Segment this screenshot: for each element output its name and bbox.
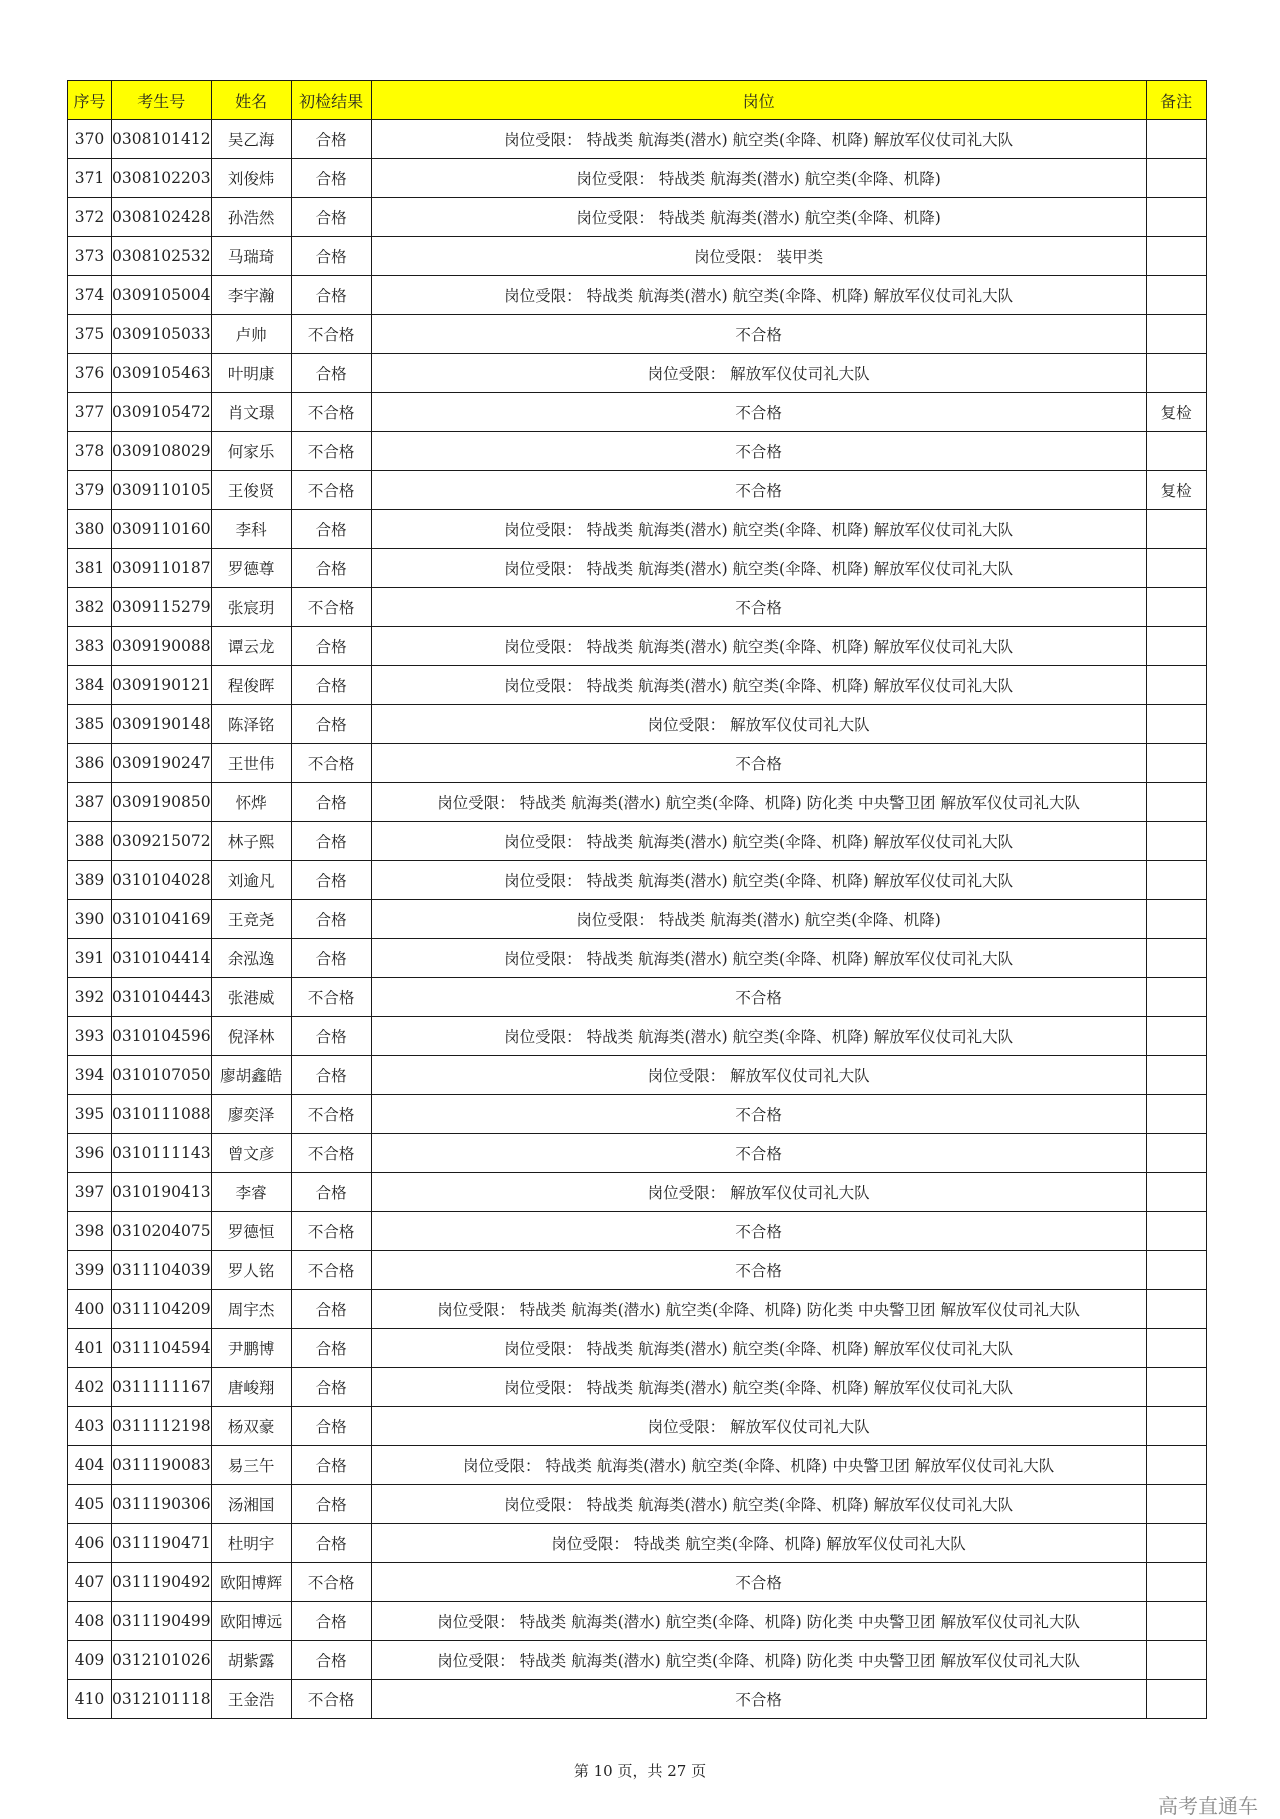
table-row (68, 1602, 1207, 1641)
cell-exam-id: 0310104443 (112, 978, 212, 1017)
cell-name: 廖奕泽 (211, 1095, 291, 1134)
table-row (68, 276, 1207, 315)
cell-name: 谭云龙 (211, 627, 291, 666)
cell-name: 肖文璟 (211, 393, 291, 432)
cell-post: 岗位受限： 解放军仪仗司礼大队 (371, 1056, 1146, 1095)
cell-note (1146, 276, 1206, 315)
cell-post: 岗位受限： 特战类 航海类(潜水) 航空类(伞降、机降) 解放军仪仗司礼大队 (371, 822, 1146, 861)
cell-exam-id: 0310107050 (112, 1056, 212, 1095)
cell-exam-id: 0311104209 (112, 1290, 212, 1329)
table-row (68, 1368, 1207, 1407)
cell-no: 377 (68, 393, 112, 432)
table-row (68, 354, 1207, 393)
cell-note: 复检 (1146, 393, 1206, 432)
cell-result: 合格 (291, 861, 371, 900)
cell-name: 罗人铭 (211, 1251, 291, 1290)
cell-note (1146, 1329, 1206, 1368)
cell-note (1146, 1641, 1206, 1680)
cell-exam-id: 0309190121 (112, 666, 212, 705)
cell-note (1146, 1095, 1206, 1134)
cell-no: 401 (68, 1329, 112, 1368)
cell-name: 廖胡鑫皓 (211, 1056, 291, 1095)
cell-exam-id: 0309190088 (112, 627, 212, 666)
table-row (68, 822, 1207, 861)
cell-post: 岗位受限： 特战类 航海类(潜水) 航空类(伞降、机降) (371, 900, 1146, 939)
cell-result: 合格 (291, 1485, 371, 1524)
cell-name: 李睿 (211, 1173, 291, 1212)
table-row (68, 1680, 1207, 1719)
cell-no: 381 (68, 549, 112, 588)
cell-name: 卢帅 (211, 315, 291, 354)
cell-no: 407 (68, 1563, 112, 1602)
cell-exam-id: 0309108029 (112, 432, 212, 471)
cell-note (1146, 1290, 1206, 1329)
cell-result: 合格 (291, 237, 371, 276)
cell-name: 罗德恒 (211, 1212, 291, 1251)
cell-no: 378 (68, 432, 112, 471)
cell-result: 不合格 (291, 432, 371, 471)
cell-no: 375 (68, 315, 112, 354)
cell-result: 合格 (291, 1056, 371, 1095)
cell-result: 合格 (291, 1368, 371, 1407)
table-row (68, 744, 1207, 783)
cell-post: 岗位受限： 特战类 航海类(潜水) 航空类(伞降、机降) 解放军仪仗司礼大队 (371, 1368, 1146, 1407)
cell-result: 合格 (291, 1290, 371, 1329)
cell-name: 刘逾凡 (211, 861, 291, 900)
cell-note (1146, 1251, 1206, 1290)
cell-result: 合格 (291, 900, 371, 939)
cell-no: 389 (68, 861, 112, 900)
cell-result: 合格 (291, 1173, 371, 1212)
cell-no: 392 (68, 978, 112, 1017)
cell-exam-id: 0309110105 (112, 471, 212, 510)
table-row (68, 393, 1207, 432)
cell-result: 合格 (291, 198, 371, 237)
cell-name: 程俊晖 (211, 666, 291, 705)
table-row (68, 1446, 1207, 1485)
results-table (67, 80, 1207, 1719)
table-row (68, 1407, 1207, 1446)
cell-result: 不合格 (291, 744, 371, 783)
cell-name: 孙浩然 (211, 198, 291, 237)
cell-exam-id: 0309190148 (112, 705, 212, 744)
header-name: 姓名 (211, 81, 291, 120)
cell-name: 叶明康 (211, 354, 291, 393)
cell-post: 岗位受限： 特战类 航海类(潜水) 航空类(伞降、机降) 解放军仪仗司礼大队 (371, 666, 1146, 705)
table-row (68, 510, 1207, 549)
cell-name: 余泓逸 (211, 939, 291, 978)
table-row (68, 471, 1207, 510)
cell-no: 391 (68, 939, 112, 978)
cell-no: 371 (68, 159, 112, 198)
cell-no: 390 (68, 900, 112, 939)
table-row (68, 120, 1207, 159)
header-post: 岗位 (371, 81, 1146, 120)
cell-no: 400 (68, 1290, 112, 1329)
cell-post: 岗位受限： 特战类 航海类(潜水) 航空类(伞降、机降) (371, 198, 1146, 237)
cell-no: 382 (68, 588, 112, 627)
cell-note (1146, 783, 1206, 822)
table-row (68, 1173, 1207, 1212)
cell-no: 379 (68, 471, 112, 510)
table-row (68, 627, 1207, 666)
cell-name: 尹鹏博 (211, 1329, 291, 1368)
cell-post: 岗位受限： 特战类 航海类(潜水) 航空类(伞降、机降) 解放军仪仗司礼大队 (371, 120, 1146, 159)
cell-note (1146, 198, 1206, 237)
cell-post: 不合格 (371, 393, 1146, 432)
cell-post: 岗位受限： 解放军仪仗司礼大队 (371, 705, 1146, 744)
header-note: 备注 (1146, 81, 1206, 120)
cell-note (1146, 978, 1206, 1017)
table-row (68, 705, 1207, 744)
cell-note (1146, 1446, 1206, 1485)
cell-post: 岗位受限： 解放军仪仗司礼大队 (371, 354, 1146, 393)
cell-no: 384 (68, 666, 112, 705)
cell-no: 376 (68, 354, 112, 393)
cell-note (1146, 354, 1206, 393)
cell-note (1146, 900, 1206, 939)
cell-no: 396 (68, 1134, 112, 1173)
cell-exam-id: 0309115279 (112, 588, 212, 627)
cell-result: 合格 (291, 120, 371, 159)
cell-name: 杨双豪 (211, 1407, 291, 1446)
cell-exam-id: 0312101118 (112, 1680, 212, 1719)
cell-name: 吴乙海 (211, 120, 291, 159)
cell-exam-id: 0311190499 (112, 1602, 212, 1641)
cell-post: 不合格 (371, 1563, 1146, 1602)
cell-exam-id: 0311190083 (112, 1446, 212, 1485)
header-no: 序号 (68, 81, 112, 120)
cell-note (1146, 1680, 1206, 1719)
cell-result: 合格 (291, 939, 371, 978)
cell-result: 合格 (291, 822, 371, 861)
table-row (68, 861, 1207, 900)
table-row (68, 1329, 1207, 1368)
cell-result: 不合格 (291, 1563, 371, 1602)
table-row (68, 1017, 1207, 1056)
table-row (68, 900, 1207, 939)
cell-exam-id: 0311104039 (112, 1251, 212, 1290)
header-exam-id: 考生号 (112, 81, 212, 120)
cell-exam-id: 0310104028 (112, 861, 212, 900)
cell-result: 合格 (291, 705, 371, 744)
cell-exam-id: 0311190471 (112, 1524, 212, 1563)
table-row (68, 978, 1207, 1017)
cell-name: 王金浩 (211, 1680, 291, 1719)
cell-exam-id: 0309105472 (112, 393, 212, 432)
table-row (68, 588, 1207, 627)
cell-note (1146, 861, 1206, 900)
table-row (68, 549, 1207, 588)
table-row (68, 1290, 1207, 1329)
cell-note (1146, 744, 1206, 783)
cell-result: 不合格 (291, 1251, 371, 1290)
cell-note (1146, 939, 1206, 978)
cell-post: 不合格 (371, 471, 1146, 510)
cell-no: 410 (68, 1680, 112, 1719)
cell-result: 合格 (291, 1446, 371, 1485)
cell-name: 张港威 (211, 978, 291, 1017)
cell-name: 王俊贤 (211, 471, 291, 510)
cell-no: 370 (68, 120, 112, 159)
cell-post: 岗位受限： 特战类 航空类(伞降、机降) 解放军仪仗司礼大队 (371, 1524, 1146, 1563)
table-row (68, 1212, 1207, 1251)
cell-post: 不合格 (371, 588, 1146, 627)
cell-post: 岗位受限： 特战类 航海类(潜水) 航空类(伞降、机降) (371, 159, 1146, 198)
cell-no: 380 (68, 510, 112, 549)
cell-post: 岗位受限： 特战类 航海类(潜水) 航空类(伞降、机降) 防化类 中央警卫团 解放军仪仗司礼大队 (371, 783, 1146, 822)
cell-no: 408 (68, 1602, 112, 1641)
cell-no: 394 (68, 1056, 112, 1095)
cell-result: 不合格 (291, 1095, 371, 1134)
cell-exam-id: 0309110187 (112, 549, 212, 588)
cell-post: 岗位受限： 特战类 航海类(潜水) 航空类(伞降、机降) 解放军仪仗司礼大队 (371, 939, 1146, 978)
page-footer: 第 10 页，共 27 页 (573, 1762, 707, 1780)
cell-post: 岗位受限： 特战类 航海类(潜水) 航空类(伞降、机降) 防化类 中央警卫团 解放军仪仗司礼大队 (371, 1641, 1146, 1680)
cell-result: 不合格 (291, 1212, 371, 1251)
cell-exam-id: 0312101026 (112, 1641, 212, 1680)
cell-post: 岗位受限： 特战类 航海类(潜水) 航空类(伞降、机降) 解放军仪仗司礼大队 (371, 627, 1146, 666)
cell-result: 合格 (291, 783, 371, 822)
table-row (68, 159, 1207, 198)
cell-post: 岗位受限： 特战类 航海类(潜水) 航空类(伞降、机降) 解放军仪仗司礼大队 (371, 1329, 1146, 1368)
cell-note (1146, 1017, 1206, 1056)
cell-no: 404 (68, 1446, 112, 1485)
cell-result: 合格 (291, 1017, 371, 1056)
cell-exam-id: 0310104596 (112, 1017, 212, 1056)
cell-no: 388 (68, 822, 112, 861)
cell-name: 易三午 (211, 1446, 291, 1485)
cell-exam-id: 0310111143 (112, 1134, 212, 1173)
cell-exam-id: 0311111167 (112, 1368, 212, 1407)
table-row (68, 1641, 1207, 1680)
table-body (68, 120, 1207, 1719)
cell-name: 杜明宇 (211, 1524, 291, 1563)
cell-exam-id: 0310190413 (112, 1173, 212, 1212)
cell-post: 不合格 (371, 1095, 1146, 1134)
cell-exam-id: 0311104594 (112, 1329, 212, 1368)
cell-post: 不合格 (371, 978, 1146, 1017)
cell-name: 马瑞琦 (211, 237, 291, 276)
cell-no: 373 (68, 237, 112, 276)
cell-post: 岗位受限： 特战类 航海类(潜水) 航空类(伞降、机降) 防化类 中央警卫团 解放军仪仗司礼大队 (371, 1602, 1146, 1641)
cell-result: 合格 (291, 1602, 371, 1641)
cell-post: 岗位受限： 解放军仪仗司礼大队 (371, 1173, 1146, 1212)
cell-note (1146, 315, 1206, 354)
cell-note (1146, 627, 1206, 666)
cell-result: 合格 (291, 1329, 371, 1368)
table-row (68, 1524, 1207, 1563)
cell-note (1146, 1134, 1206, 1173)
cell-no: 374 (68, 276, 112, 315)
cell-note (1146, 510, 1206, 549)
cell-result: 合格 (291, 1641, 371, 1680)
cell-note (1146, 120, 1206, 159)
table-row (68, 237, 1207, 276)
table-row (68, 939, 1207, 978)
cell-post: 岗位受限： 特战类 航海类(潜水) 航空类(伞降、机降) 防化类 中央警卫团 解放军仪仗司礼大队 (371, 1290, 1146, 1329)
cell-name: 汤湘国 (211, 1485, 291, 1524)
cell-result: 不合格 (291, 393, 371, 432)
cell-exam-id: 0309105004 (112, 276, 212, 315)
cell-name: 王世伟 (211, 744, 291, 783)
cell-no: 406 (68, 1524, 112, 1563)
header-result: 初检结果 (291, 81, 371, 120)
cell-name: 唐峻翔 (211, 1368, 291, 1407)
cell-exam-id: 0308102428 (112, 198, 212, 237)
cell-exam-id: 0309215072 (112, 822, 212, 861)
cell-exam-id: 0309190247 (112, 744, 212, 783)
cell-post: 岗位受限： 特战类 航海类(潜水) 航空类(伞降、机降) 解放军仪仗司礼大队 (371, 549, 1146, 588)
cell-exam-id: 0308102203 (112, 159, 212, 198)
cell-note (1146, 237, 1206, 276)
table-row (68, 1134, 1207, 1173)
cell-post: 岗位受限： 特战类 航海类(潜水) 航空类(伞降、机降) 中央警卫团 解放军仪仗司礼大队 (371, 1446, 1146, 1485)
cell-post: 不合格 (371, 744, 1146, 783)
cell-no: 387 (68, 783, 112, 822)
cell-result: 合格 (291, 510, 371, 549)
cell-name: 曾文彦 (211, 1134, 291, 1173)
cell-post: 岗位受限： 特战类 航海类(潜水) 航空类(伞降、机降) 解放军仪仗司礼大队 (371, 861, 1146, 900)
cell-exam-id: 0308101412 (112, 120, 212, 159)
cell-name: 罗德尊 (211, 549, 291, 588)
cell-post: 岗位受限： 特战类 航海类(潜水) 航空类(伞降、机降) 解放军仪仗司礼大队 (371, 276, 1146, 315)
cell-no: 372 (68, 198, 112, 237)
table-row (68, 666, 1207, 705)
table-row (68, 1563, 1207, 1602)
cell-note (1146, 1212, 1206, 1251)
cell-note (1146, 549, 1206, 588)
cell-no: 386 (68, 744, 112, 783)
cell-post: 不合格 (371, 1680, 1146, 1719)
watermark: 高考直通车 (1158, 1794, 1258, 1818)
cell-exam-id: 0311112198 (112, 1407, 212, 1446)
cell-exam-id: 0310111088 (112, 1095, 212, 1134)
table-row (68, 1485, 1207, 1524)
cell-no: 397 (68, 1173, 112, 1212)
cell-exam-id: 0310104414 (112, 939, 212, 978)
cell-no: 405 (68, 1485, 112, 1524)
cell-note (1146, 1485, 1206, 1524)
cell-result: 合格 (291, 276, 371, 315)
cell-note (1146, 432, 1206, 471)
cell-post: 不合格 (371, 315, 1146, 354)
cell-no: 385 (68, 705, 112, 744)
table-row (68, 432, 1207, 471)
cell-exam-id: 0308102532 (112, 237, 212, 276)
cell-exam-id: 0309105463 (112, 354, 212, 393)
cell-exam-id: 0310204075 (112, 1212, 212, 1251)
cell-exam-id: 0311190306 (112, 1485, 212, 1524)
cell-exam-id: 0309105033 (112, 315, 212, 354)
cell-note (1146, 588, 1206, 627)
cell-post: 岗位受限： 特战类 航海类(潜水) 航空类(伞降、机降) 解放军仪仗司礼大队 (371, 1017, 1146, 1056)
cell-note (1146, 1407, 1206, 1446)
cell-result: 合格 (291, 627, 371, 666)
cell-note: 复检 (1146, 471, 1206, 510)
cell-post: 不合格 (371, 1251, 1146, 1290)
cell-result: 不合格 (291, 588, 371, 627)
cell-note (1146, 1056, 1206, 1095)
cell-name: 胡紫露 (211, 1641, 291, 1680)
table-row (68, 198, 1207, 237)
cell-name: 李宇瀚 (211, 276, 291, 315)
cell-result: 不合格 (291, 471, 371, 510)
cell-no: 402 (68, 1368, 112, 1407)
cell-exam-id: 0309190850 (112, 783, 212, 822)
cell-no: 409 (68, 1641, 112, 1680)
cell-note (1146, 822, 1206, 861)
cell-exam-id: 0309110160 (112, 510, 212, 549)
cell-result: 不合格 (291, 315, 371, 354)
cell-post: 岗位受限： 解放军仪仗司礼大队 (371, 1407, 1146, 1446)
cell-note (1146, 1368, 1206, 1407)
cell-name: 倪泽林 (211, 1017, 291, 1056)
cell-name: 李科 (211, 510, 291, 549)
cell-note (1146, 1173, 1206, 1212)
cell-result: 不合格 (291, 1680, 371, 1719)
cell-result: 合格 (291, 1407, 371, 1446)
cell-name: 怀烨 (211, 783, 291, 822)
cell-result: 合格 (291, 549, 371, 588)
cell-post: 不合格 (371, 1212, 1146, 1251)
cell-name: 王竞尧 (211, 900, 291, 939)
cell-no: 393 (68, 1017, 112, 1056)
table-row (68, 783, 1207, 822)
cell-post: 不合格 (371, 1134, 1146, 1173)
cell-name: 陈泽铭 (211, 705, 291, 744)
table-row (68, 1251, 1207, 1290)
cell-note (1146, 1524, 1206, 1563)
cell-name: 张宸玥 (211, 588, 291, 627)
cell-result: 合格 (291, 159, 371, 198)
cell-no: 403 (68, 1407, 112, 1446)
cell-name: 周宇杰 (211, 1290, 291, 1329)
cell-no: 399 (68, 1251, 112, 1290)
table-row (68, 315, 1207, 354)
cell-result: 不合格 (291, 1134, 371, 1173)
cell-result: 合格 (291, 354, 371, 393)
cell-name: 林子熙 (211, 822, 291, 861)
cell-result: 不合格 (291, 978, 371, 1017)
cell-name: 欧阳博辉 (211, 1563, 291, 1602)
cell-no: 383 (68, 627, 112, 666)
cell-post: 岗位受限： 特战类 航海类(潜水) 航空类(伞降、机降) 解放军仪仗司礼大队 (371, 510, 1146, 549)
cell-note (1146, 705, 1206, 744)
cell-note (1146, 1563, 1206, 1602)
cell-no: 398 (68, 1212, 112, 1251)
cell-exam-id: 0310104169 (112, 900, 212, 939)
cell-no: 395 (68, 1095, 112, 1134)
table-row (68, 1095, 1207, 1134)
cell-note (1146, 666, 1206, 705)
cell-post: 岗位受限： 特战类 航海类(潜水) 航空类(伞降、机降) 解放军仪仗司礼大队 (371, 1485, 1146, 1524)
cell-name: 刘俊炜 (211, 159, 291, 198)
cell-exam-id: 0311190492 (112, 1563, 212, 1602)
table-header-row (68, 81, 1207, 120)
cell-post: 不合格 (371, 432, 1146, 471)
cell-note (1146, 159, 1206, 198)
cell-name: 何家乐 (211, 432, 291, 471)
cell-note (1146, 1602, 1206, 1641)
cell-result: 合格 (291, 666, 371, 705)
cell-post: 岗位受限： 装甲类 (371, 237, 1146, 276)
cell-result: 合格 (291, 1524, 371, 1563)
table-row (68, 1056, 1207, 1095)
cell-name: 欧阳博远 (211, 1602, 291, 1641)
